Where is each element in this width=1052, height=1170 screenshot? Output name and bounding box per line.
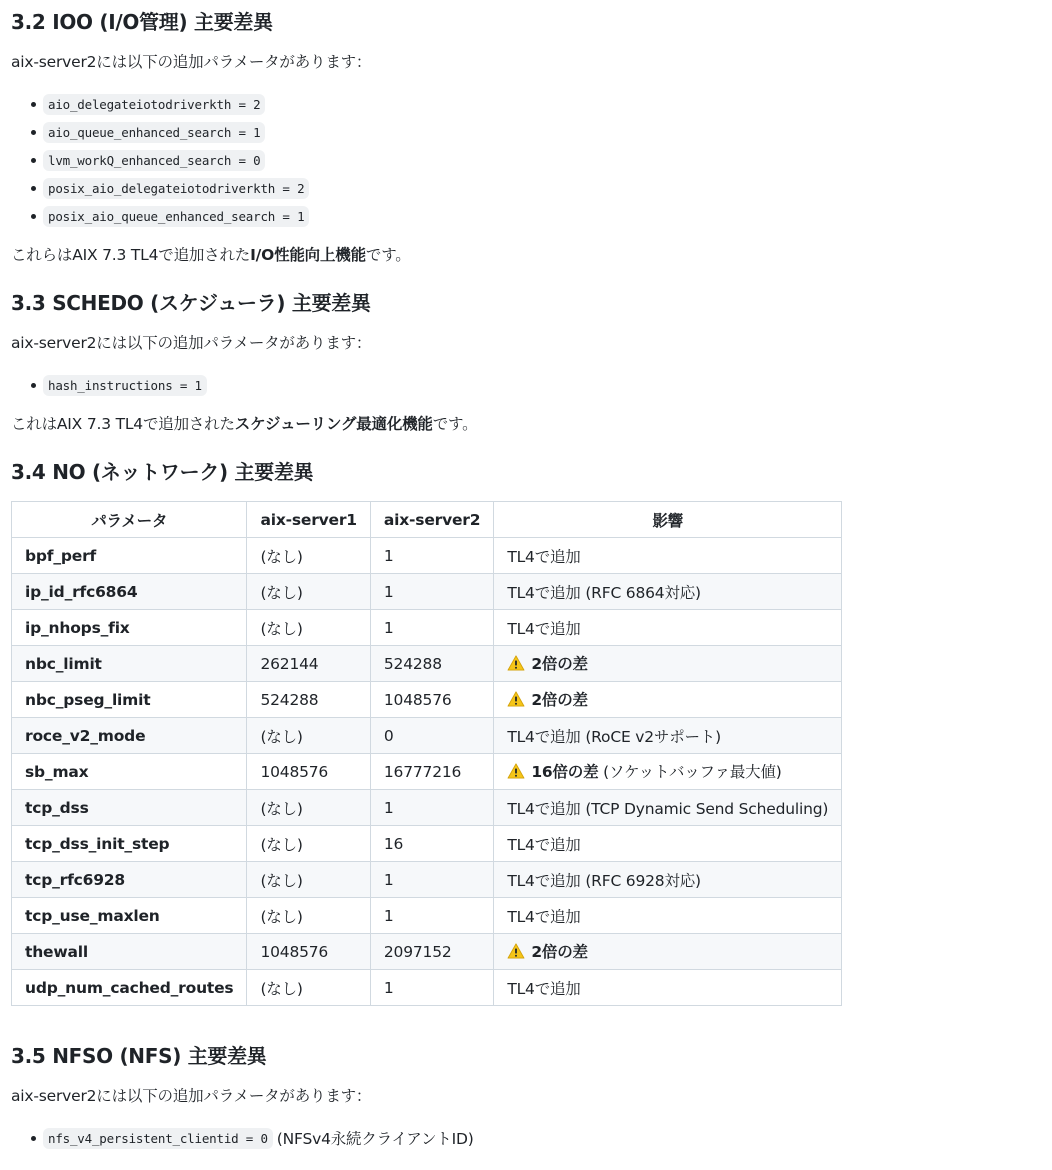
ioo-param-list <box>0 90 309 230</box>
list-item <box>0 118 309 146</box>
cell-param: tcp_dss <box>12 790 247 826</box>
cell-server1: 524288 <box>247 682 370 718</box>
list-item <box>0 146 309 174</box>
impact-text: (ソケットバッファ最大値) <box>603 763 782 781</box>
table-body <box>12 538 842 1006</box>
schedo-intro: aix-server2には以下の追加パラメータがあります： <box>11 334 372 352</box>
column-header-impact: 影響 <box>494 502 842 538</box>
cell-param: tcp_use_maxlen <box>12 898 247 934</box>
cell-server1: (なし) <box>247 718 370 754</box>
note-text: これはAIX 7.3 TL4で追加された <box>11 415 235 433</box>
cell-server1: (なし) <box>247 970 370 1006</box>
param-code: posix_aio_queue_enhanced_search = 1 <box>43 206 309 227</box>
param-code: lvm_workQ_enhanced_search = 0 <box>43 150 265 171</box>
note-strong: I/O性能向上機能 <box>250 246 366 264</box>
cell-param: ip_nhops_fix <box>12 610 247 646</box>
cell-server1: (なし) <box>247 610 370 646</box>
cell-param: nbc_limit <box>12 646 247 682</box>
param-code: aio_queue_enhanced_search = 1 <box>43 122 265 143</box>
table-row <box>12 970 842 1006</box>
table-row <box>12 610 842 646</box>
impact-text: TL4で追加 <box>507 619 581 638</box>
ioo-note <box>11 244 411 266</box>
table-row <box>12 862 842 898</box>
cell-impact <box>494 826 842 862</box>
cell-impact <box>494 718 842 754</box>
warning-icon <box>507 763 525 783</box>
cell-param: tcp_rfc6928 <box>12 862 247 898</box>
cell-server2: 524288 <box>370 646 493 682</box>
param-code: aio_delegateiotodriverkth = 2 <box>43 94 265 115</box>
cell-server1: (なし) <box>247 826 370 862</box>
warning-icon <box>507 691 525 711</box>
table-row <box>12 538 842 574</box>
cell-server1: (なし) <box>247 538 370 574</box>
section-heading-schedo: 3.3 SCHEDO (スケジューラ) 主要差異 <box>11 291 371 315</box>
cell-server2: 1048576 <box>370 682 493 718</box>
list-item <box>0 371 207 399</box>
column-header-param: パラメータ <box>12 502 247 538</box>
cell-server2: 1 <box>370 538 493 574</box>
schedo-note <box>11 413 477 435</box>
param-code: hash_instructions = 1 <box>43 375 207 396</box>
list-item <box>0 90 309 118</box>
table-row <box>12 754 842 790</box>
cell-impact <box>494 970 842 1006</box>
nfso-intro: aix-server2には以下の追加パラメータがあります： <box>11 1087 372 1105</box>
note-text: です。 <box>432 415 478 433</box>
param-code: nfs_v4_persistent_clientid = 0 <box>43 1128 273 1149</box>
param-description: (NFSv4永続クライアントID) <box>276 1130 474 1148</box>
impact-text: TL4で追加 (RFC 6928対応) <box>507 871 701 890</box>
cell-impact <box>494 682 842 718</box>
impact-text: TL4で追加 (RoCE v2サポート) <box>507 727 721 746</box>
impact-text: TL4で追加 <box>507 979 581 998</box>
cell-impact <box>494 898 842 934</box>
cell-impact <box>494 790 842 826</box>
cell-server2: 1 <box>370 610 493 646</box>
cell-server1: (なし) <box>247 574 370 610</box>
section-heading-ioo: 3.2 IOO (I/O管理) 主要差異 <box>11 10 273 34</box>
warning-icon <box>507 943 525 963</box>
cell-param: nbc_pseg_limit <box>12 682 247 718</box>
note-text: これらはAIX 7.3 TL4で追加された <box>11 246 251 264</box>
note-text: です。 <box>365 246 411 264</box>
cell-param: ip_id_rfc6864 <box>12 574 247 610</box>
cell-impact <box>494 574 842 610</box>
no-params-table <box>11 501 842 1006</box>
cell-server2: 16 <box>370 826 493 862</box>
cell-server1: 1048576 <box>247 934 370 970</box>
cell-impact <box>494 538 842 574</box>
list-item <box>0 174 309 202</box>
impact-text: TL4で追加 <box>507 547 581 566</box>
table-row <box>12 646 842 682</box>
cell-param: bpf_perf <box>12 538 247 574</box>
impact-strong: 2倍の差 <box>531 655 588 673</box>
cell-impact <box>494 934 842 970</box>
note-strong: スケジューリング最適化機能 <box>234 415 433 433</box>
impact-strong: 16倍の差 <box>531 763 599 781</box>
section-heading-nfso: 3.5 NFSO (NFS) 主要差異 <box>11 1044 267 1068</box>
cell-server1: (なし) <box>247 898 370 934</box>
cell-impact <box>494 862 842 898</box>
section-heading-no: 3.4 NO (ネットワーク) 主要差異 <box>11 460 314 484</box>
schedo-param-list <box>0 371 207 399</box>
impact-text: TL4で追加 (TCP Dynamic Send Scheduling) <box>507 799 829 818</box>
cell-server2: 2097152 <box>370 934 493 970</box>
ioo-intro: aix-server2には以下の追加パラメータがあります： <box>11 53 372 71</box>
impact-text: TL4で追加 <box>507 907 581 926</box>
cell-server1: (なし) <box>247 790 370 826</box>
table-row <box>12 934 842 970</box>
table-row <box>12 574 842 610</box>
cell-server1: 1048576 <box>247 754 370 790</box>
cell-impact <box>494 610 842 646</box>
cell-param: tcp_dss_init_step <box>12 826 247 862</box>
cell-server2: 1 <box>370 970 493 1006</box>
cell-server2: 1 <box>370 862 493 898</box>
table-row <box>12 682 842 718</box>
warning-icon <box>507 655 525 675</box>
cell-server2: 1 <box>370 574 493 610</box>
table-row <box>12 790 842 826</box>
impact-strong: 2倍の差 <box>531 691 588 709</box>
cell-server1: 262144 <box>247 646 370 682</box>
cell-server1: (なし) <box>247 862 370 898</box>
table-row <box>12 718 842 754</box>
cell-param: udp_num_cached_routes <box>12 970 247 1006</box>
cell-server2: 1 <box>370 790 493 826</box>
table-row <box>12 826 842 862</box>
impact-text: TL4で追加 (RFC 6864対応) <box>507 583 701 602</box>
cell-param: roce_v2_mode <box>12 718 247 754</box>
table-row <box>12 898 842 934</box>
cell-server2: 1 <box>370 898 493 934</box>
impact-text: TL4で追加 <box>507 835 581 854</box>
cell-param: thewall <box>12 934 247 970</box>
cell-impact <box>494 646 842 682</box>
list-item <box>0 1124 474 1152</box>
param-code: posix_aio_delegateiotodriverkth = 2 <box>43 178 309 199</box>
cell-server2: 0 <box>370 718 493 754</box>
cell-server2: 16777216 <box>370 754 493 790</box>
nfso-param-list <box>0 1124 474 1152</box>
column-header-server1: aix-server1 <box>247 502 370 538</box>
cell-param: sb_max <box>12 754 247 790</box>
column-header-server2: aix-server2 <box>370 502 493 538</box>
list-item <box>0 202 309 230</box>
cell-impact <box>494 754 842 790</box>
table-header-row <box>12 502 842 538</box>
impact-strong: 2倍の差 <box>531 943 588 961</box>
